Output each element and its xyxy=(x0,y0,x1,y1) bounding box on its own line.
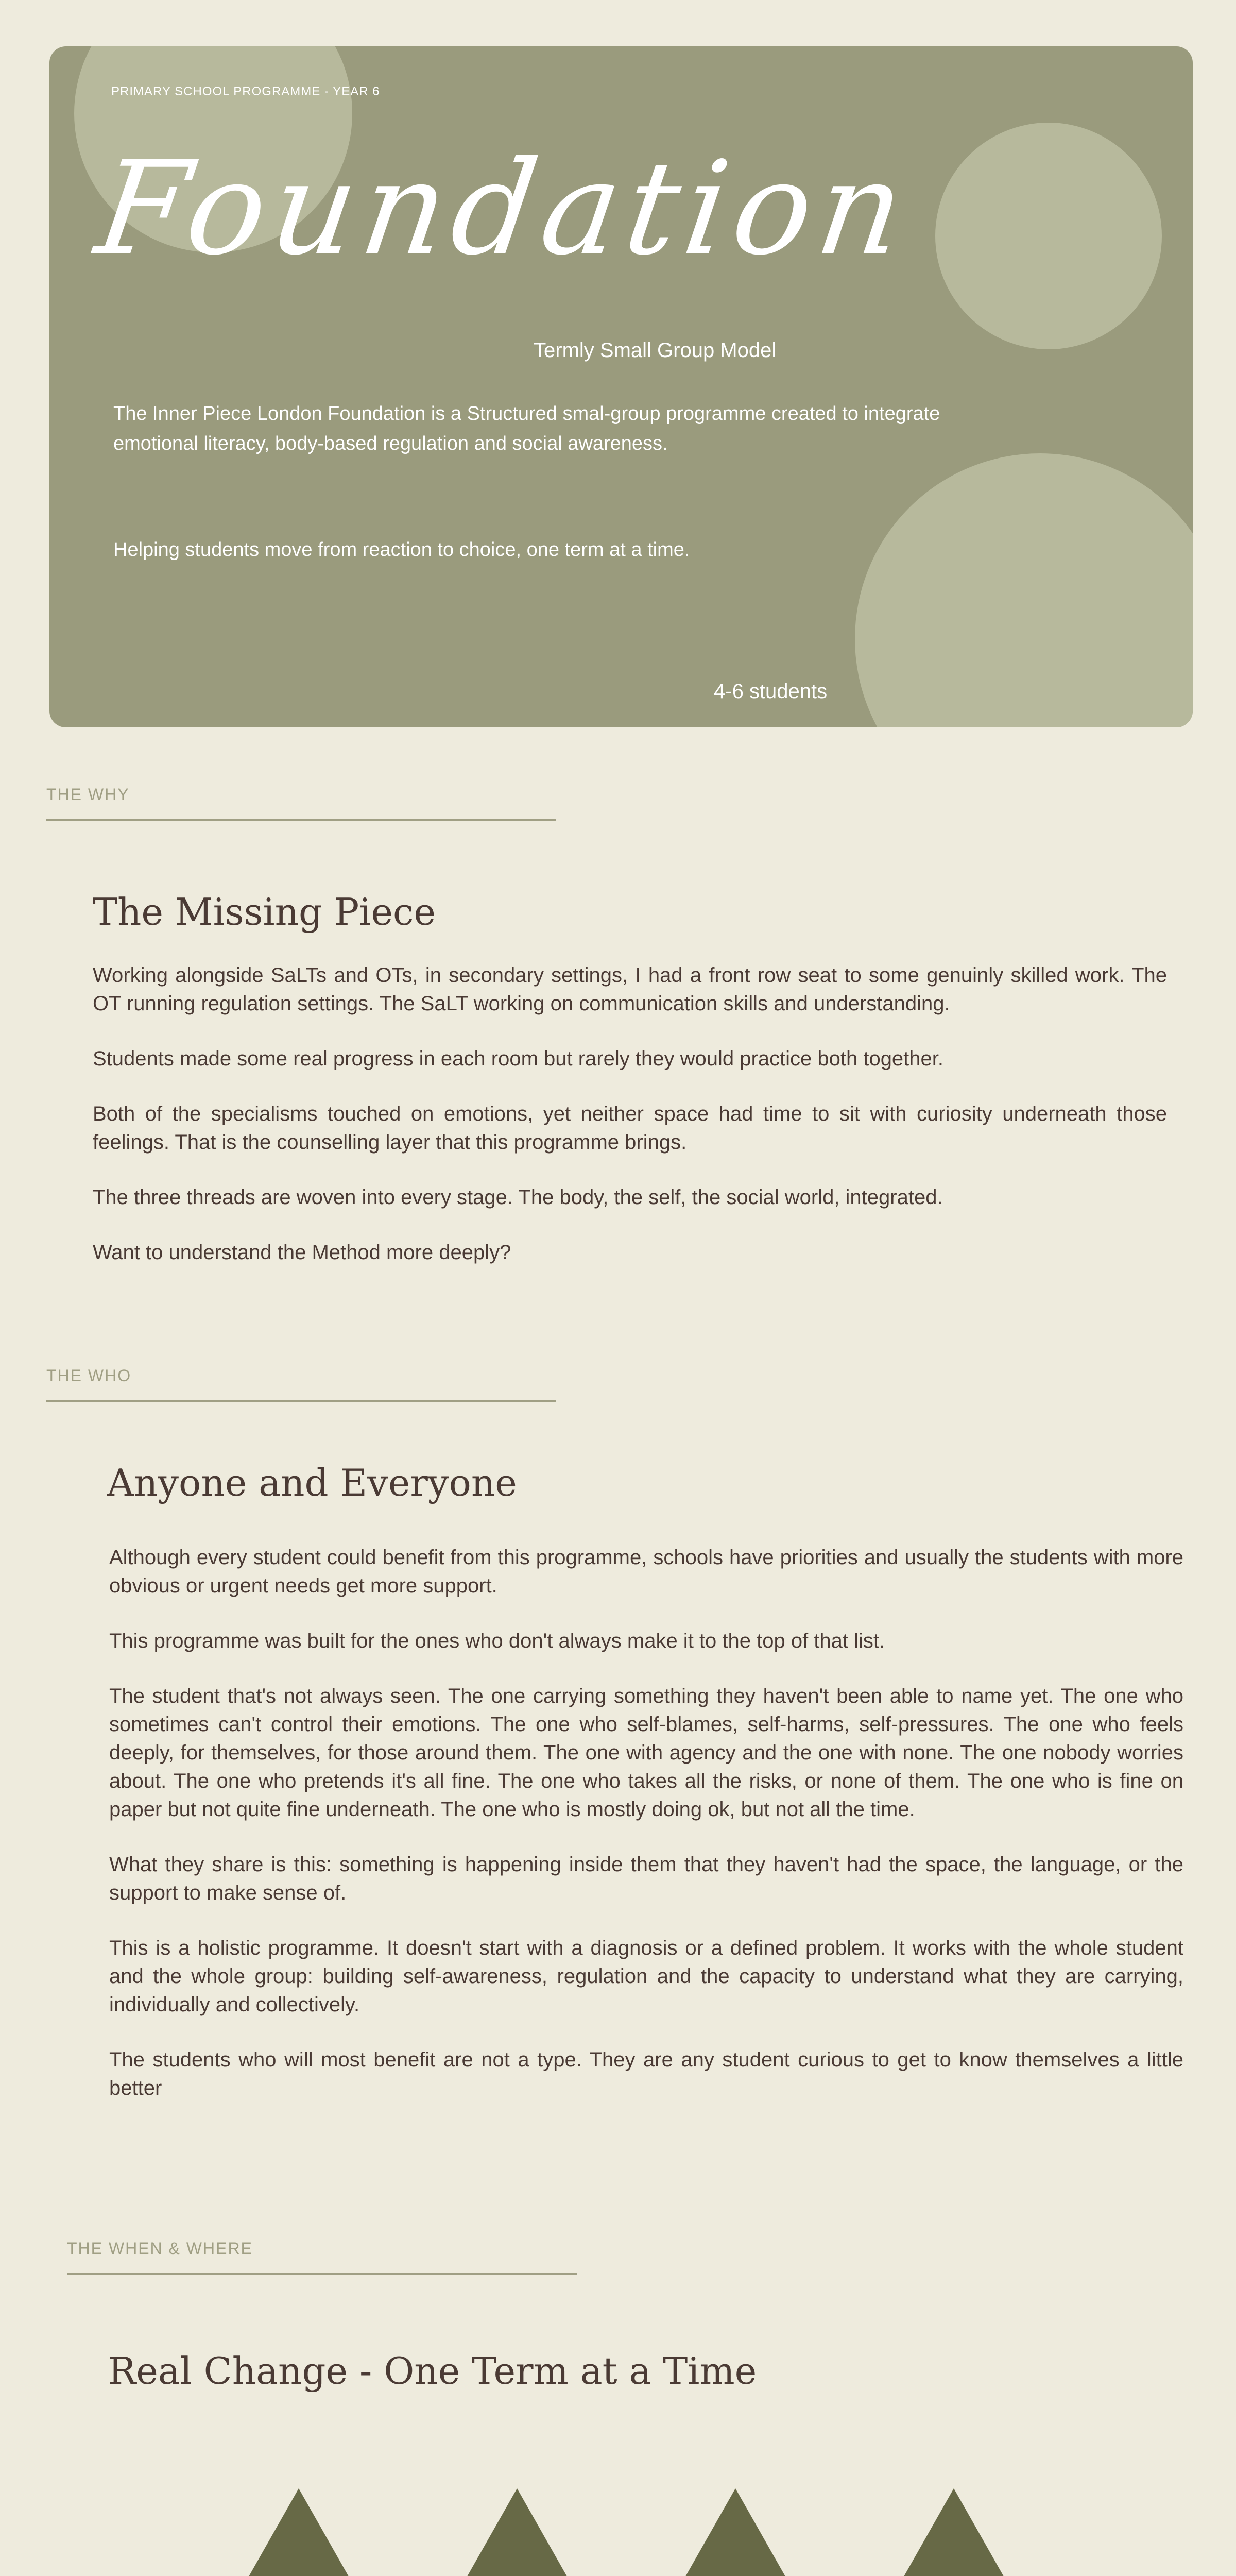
who-paragraph: The student that's not always seen. The one carrying something they haven't been able to name yet. The one who sometimes can't control their emotions. The one who self-blames, self-harms, self-pressures. The one who feels deeply, for themselves, for those around them. The one with agency and the one with none. The one nobody worries about. The one who pretends it's all fine. The one who takes all the risks, or none of them. The one who is fine on paper but not quite fine underneath. The one who is mostly doing ok, but not all the time. xyxy=(109,1685,1183,1821)
section-heading-when: Real Change - One Term at a Time xyxy=(108,2349,757,2393)
stat-weeks-per-term xyxy=(191,2488,407,2576)
who-paragraph: This is a holistic programme. It doesn't start with a diagnosis or a defined problem. It works with the whole student and the whole group: building self-awareness, regulation and the capacity to understand what they are carrying, individually and collectively. xyxy=(109,1937,1183,2016)
why-paragraph: Both of the specialisms touched on emotions, yet neither space had time to sit with curiosity underneath those feelings. That is the counselling layer that this programme brings. xyxy=(93,1103,1167,1154)
why-paragraph: Students made some real progress in each room but rarely they would practice both together. xyxy=(93,1047,944,1070)
page-title: Foundation xyxy=(88,133,920,283)
group-size-badge: 4-6 students xyxy=(714,680,828,703)
why-paragraph: Working alongside SaLTs and OTs, in secondary settings, I had a front row seat to some genuinly skilled work. The OT running regulation settings. The SaLT working on communication skills and understanding. xyxy=(93,964,1167,1015)
who-paragraph: What they share is this: something is happening inside them that they haven't had the space, the language, or the support to make sense of. xyxy=(109,1853,1183,1904)
who-paragraph: This programme was built for the ones who don't always make it to the top of that list. xyxy=(109,1630,885,1652)
hero-description: The Inner Piece London Foundation is a Structured smal-group programme created to integrate emotional literacy, body-based regulation and social awareness. xyxy=(113,403,940,454)
stat-weekly-session xyxy=(627,2488,844,2576)
section-heading-who: Anyone and Everyone xyxy=(107,1461,517,1504)
hero-kicker: PRIMARY SCHOOL PROGRAMME - YEAR 6 xyxy=(111,84,380,98)
why-paragraph: The three threads are woven into every stage. The body, the self, the social world, integrated. xyxy=(93,1186,943,1209)
section-label-who: THE WHO xyxy=(46,1366,132,1385)
why-text xyxy=(93,961,1167,1294)
method-link[interactable]: Want to understand the Method more deeply? xyxy=(93,1241,511,1264)
section-heading-why: The Missing Piece xyxy=(93,890,436,934)
hero-banner xyxy=(49,46,1193,727)
section-divider xyxy=(67,2273,577,2275)
stat-students-per-group xyxy=(409,2488,625,2576)
hero-subtitle: Termly Small Group Model xyxy=(534,339,777,362)
who-text xyxy=(109,1544,1183,2129)
section-label-when: THE WHEN & WHERE xyxy=(67,2239,253,2258)
who-paragraph: The students who will most benefit are not a type. They are any student curious to get to know themselves a little better xyxy=(109,2048,1183,2099)
stat-flexible-stages xyxy=(846,2488,1062,2576)
decorative-circle xyxy=(935,123,1162,349)
who-paragraph: Although every student could benefit from this programme, schools have priorities and usually the students with more obvious or urgent needs get more support. xyxy=(109,1546,1183,1597)
section-divider xyxy=(46,819,556,821)
section-divider xyxy=(46,1400,556,1402)
decorative-circle xyxy=(855,453,1193,727)
hero-tagline: Helping students move from reaction to choice, one term at a time. xyxy=(113,539,690,561)
section-label-why: THE WHY xyxy=(46,785,130,804)
